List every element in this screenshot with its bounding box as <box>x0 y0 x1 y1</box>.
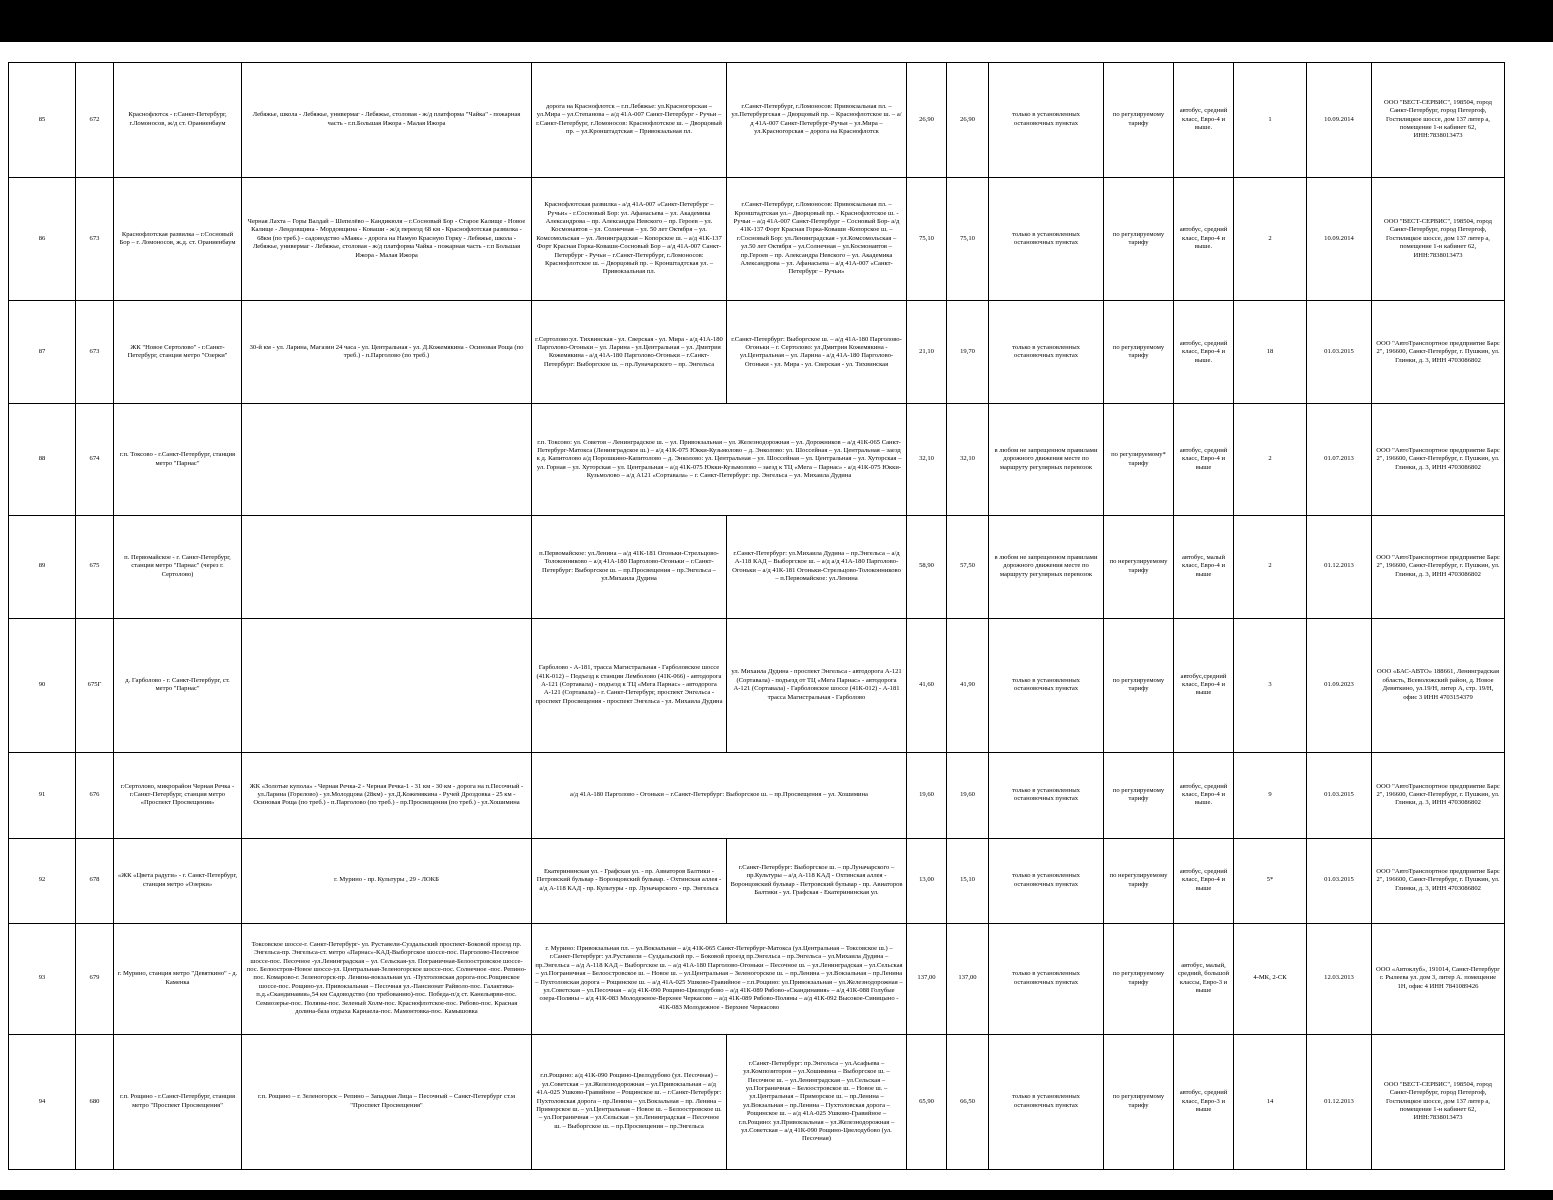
length-forward-cell: 58,90 <box>907 515 947 618</box>
row-number-cell: 94 <box>9 1034 76 1169</box>
route-number-cell: 672 <box>76 63 114 178</box>
vehicle-class-cell: автобус, средний класс, Евро-4 и выше <box>1174 404 1234 515</box>
vehicle-class-cell: автобус, малый, средний, большой классы, Евро-3 и выше <box>1174 923 1234 1034</box>
start-date-cell: 01.07.2013 <box>1307 404 1372 515</box>
path-forward-cell: Краснофлотская развилка - а/д 41А-007 «Санкт-Петербург – Ручьи» - г.Сосновый Бор: ул. Афанасьева – ул. Академика Александрова – пр. Александра Невского – пр. Героев – ул. Космонавтов – ул. Солнечная – ул. 50 лет Октября – ул. Комсомольская – ул. Ленинградская – Копорское ш. – а/д 41К-137 Форт Красная Горка-Коваши-Сосновый Бор – а/д 41А-007 Санкт-Петербург - Ручьи – г.Санкт-Петербург, г.Ломоносов: Краснофлотское ш. – Дворцовый пр. – Кронштадтская ул. – Привокзальная пл. <box>532 177 727 301</box>
route-name-cell: «ЖК «Цвета радуги» - г. Санкт-Петербург, станция метро «Озерки» <box>114 838 242 923</box>
length-forward-cell: 137,00 <box>907 923 947 1034</box>
start-date-cell: 01.03.2015 <box>1307 838 1372 923</box>
vehicle-count-cell: 1 <box>1234 63 1307 178</box>
length-forward-cell: 21,10 <box>907 301 947 404</box>
stop-mode-cell: только в установленных остановочных пунктах <box>989 1034 1104 1169</box>
vehicle-class-cell: автобус, малый класс, Евро-4 и выше <box>1174 515 1234 618</box>
carrier-cell: ООО "АвтоТранспортное предприятие Барс 2", 196600, Санкт-Петербург, г. Пушкин, ул. Глинки, д. 3, ИНН 4703086802 <box>1372 838 1505 923</box>
carrier-cell: ООО "АвтоТранспортное предприятие Барс 2", 196600, Санкт-Петербург, г. Пушкин, ул. Глинки, д. 3, ИНН 4703086802 <box>1372 301 1505 404</box>
route-name-cell: Краснофлотск - г.Санкт-Петербург, г.Ломоносов, ж/д ст. Ораниенбаум <box>114 63 242 178</box>
table-row <box>9 752 1505 838</box>
stops-cell: Лебяжье, школа - Лебяжье, универмаг - Лебяжье, столовая - ж/д платформа "Чайка" - пожарная часть - г.п.Большая Ижора - Малая Ижора <box>242 63 532 178</box>
path-backward-cell: г.Санкт-Петербург, г.Ломоносов: Привокзальная пл. – Кронштадтская ул.– Дворцовый пр. - Краснофлотское ш. - Ручьи – а/д 41А-007 Санкт-Петербург – Сосновый Бор- а/д 41К-137 Форт Красная Горка-Коваши -Копорское ш. – г.Сосновый Бор: ул.Ленинградская - ул.Комсомольская – ул.50 лет Октября – ул.Солнечная – ул.Космонавтов – пр.Героев – пр. Александра Невского – ул. Академика Александрова – ул. Афанасьева – а/д 41А-007 «Санкт-Петербург – Ручьи» <box>727 177 907 301</box>
row-number-cell: 90 <box>9 618 76 752</box>
route-registry-table <box>8 62 1505 1170</box>
table-row <box>9 1034 1505 1169</box>
path-backward-cell: г.Санкт-Петербург: Выборгское ш. – пр.Луначарского – пр.Культуры – а/д А-118 КАД - Охтинская аллея - Воронцовский бульвар - Петровский бульвар - пр. Авиаторов Балтики - ул. Графская - Екатерининская ул. <box>727 838 907 923</box>
route-name-cell: г.Сертолово, микрорайон Черная Речка - г.Санкт-Петербург, станция метро «Проспект Просвещения» <box>114 752 242 838</box>
row-number-cell: 91 <box>9 752 76 838</box>
table-row <box>9 301 1505 404</box>
stops-cell <box>242 515 532 618</box>
vehicle-count-cell: 3 <box>1234 618 1307 752</box>
stops-cell: 30-й км - ул. Ларина, Магазин 24 часа - ул. Центральная - ул. Д.Кожемякина - Осиновая Роща (по треб.) - п.Парголово (по треб.) <box>242 301 532 404</box>
row-number-cell: 86 <box>9 177 76 301</box>
stop-mode-cell: в любом не запрещенном правилами дорожного движения месте по маршруту регулярных перевозок <box>989 404 1104 515</box>
tariff-cell: по регулируемому тарифу <box>1104 301 1174 404</box>
row-number-cell: 88 <box>9 404 76 515</box>
length-backward-cell: 26,90 <box>947 63 989 178</box>
length-forward-cell: 13,00 <box>907 838 947 923</box>
path-backward-cell: г.Санкт-Петербург, г.Ломоносов: Привокзальная пл. – ул.Петербургская – Дворцовый пр. – Краснофлотское ш. – а/д 41А-007 Санкт-Петербург-Ручьи – ул.Мира – ул.Красногорская – дорога на Краснофлотск <box>727 63 907 178</box>
stop-mode-cell: только в установленных остановочных пунктах <box>989 177 1104 301</box>
scan-top-border <box>0 0 1553 42</box>
length-backward-cell: 57,50 <box>947 515 989 618</box>
tariff-cell: по регулируемому тарифу <box>1104 618 1174 752</box>
route-number-cell: 673 <box>76 301 114 404</box>
stops-cell: г.п. Рощино – г. Зеленогорск – Репино – Западная Лица – Песочный – Санкт-Петербург ст.м "Проспект Просвещения" <box>242 1034 532 1169</box>
tariff-cell: по нерегулируемому тарифу <box>1104 838 1174 923</box>
route-number-cell: 673 <box>76 177 114 301</box>
table-row <box>9 404 1505 515</box>
route-number-cell: 675Г <box>76 618 114 752</box>
vehicle-class-cell: автобус, средний класс, Евро-4 и выше. <box>1174 752 1234 838</box>
carrier-cell: ООО "АвтоТранспортное предприятие Барс 2", 196600, Санкт-Петербург, г. Пушкин, ул. Глинки, д. 3, ИНН 4703086802 <box>1372 515 1505 618</box>
stop-mode-cell: только в установленных остановочных пунктах <box>989 752 1104 838</box>
path-backward-cell: г.Санкт-Петербург: ул.Михаила Дудина – пр.Энгельса – а/д А-118 КАД – Выборгское ш. – а/д а/д 41А-180 Парголово-Огоньки – а/д 41К-181 Огоньки-Стрельцово-Толоконниково – п.Первомайское: ул.Ленина <box>727 515 907 618</box>
path-forward-cell: п.Первомайское: ул.Ленина – а/д 41К-181 Огоньки-Стрельцово-Толоконниково – а/д 41А-180 Парголово-Огоньки – г.Санкт-Петербург: Выборгское ш. – пр.Просвещения – пр.Энгельса – ул.Михаила Дудина <box>532 515 727 618</box>
vehicle-count-cell: 18 <box>1234 301 1307 404</box>
vehicle-class-cell: автобус, средний класс, Евро-4 и выше. <box>1174 301 1234 404</box>
tariff-cell: по регулируемому тарифу <box>1104 923 1174 1034</box>
route-name-cell: ЖК "Новое Сертолово" - г.Санкт-Петербург, станция метро "Озерки" <box>114 301 242 404</box>
stops-cell <box>242 404 532 515</box>
table-row <box>9 618 1505 752</box>
table-row <box>9 63 1505 178</box>
table-row <box>9 177 1505 301</box>
length-backward-cell: 66,50 <box>947 1034 989 1169</box>
tariff-cell: по регулируемому тарифу <box>1104 1034 1174 1169</box>
length-forward-cell: 65,90 <box>907 1034 947 1169</box>
vehicle-count-cell: 2 <box>1234 515 1307 618</box>
vehicle-count-cell: 14 <box>1234 1034 1307 1169</box>
vehicle-count-cell: 9 <box>1234 752 1307 838</box>
path-forward-cell: Екатерининская ул. - Графская ул. - пр. Авиаторов Балтики - Петровский бульвар - Воронцовский бульвар. - Охтинская аллея - а/д А-118 КАД - пр. Культуры - пр. Луначарского - пр. Энгельса <box>532 838 727 923</box>
vehicle-class-cell: автобус, средний класс, Евро-4 и выше <box>1174 838 1234 923</box>
vehicle-class-cell: автобус, средний класс, Евро-3 и выше <box>1174 1034 1234 1169</box>
stop-mode-cell: только в установленных остановочных пунктах <box>989 63 1104 178</box>
tariff-cell: по регулируемому тарифу <box>1104 752 1174 838</box>
length-backward-cell: 41,90 <box>947 618 989 752</box>
length-backward-cell: 137,00 <box>947 923 989 1034</box>
stop-mode-cell: только в установленных остановочных пунктах <box>989 838 1104 923</box>
carrier-cell: ООО "ВЕСТ-СЕРВИС", 198504, город Санкт-Петербург, город Петергоф, Гостилицкое шоссе, дом 137 литер а, помещение 1-н кабинет 62, ИНН:7838013473 <box>1372 177 1505 301</box>
start-date-cell: 12.03.2013 <box>1307 923 1372 1034</box>
carrier-cell: ООО «Автоклуб», 191014, Санкт-Петербург г. Рылеева ул. дом 3, литер А. помещение 1Н, офис 4 ИНН 7841089426 <box>1372 923 1505 1034</box>
stop-mode-cell: только в установленных остановочных пунктах <box>989 923 1104 1034</box>
length-forward-cell: 75,10 <box>907 177 947 301</box>
route-number-cell: 676 <box>76 752 114 838</box>
table-body <box>9 63 1505 1170</box>
carrier-cell: ООО "ВЕСТ-СЕРВИС", 198504, город Санкт-Петербург, город Петергоф, Гостилицкое шоссе, дом 137 литер а, помещение 1-н кабинет 62, ИНН:7838013473 <box>1372 1034 1505 1169</box>
length-backward-cell: 75,10 <box>947 177 989 301</box>
vehicle-class-cell: автобус, средний класс, Евро-4 и выше. <box>1174 177 1234 301</box>
length-backward-cell: 32,10 <box>947 404 989 515</box>
table-row <box>9 923 1505 1034</box>
stops-cell: Токсовское шоссе-г. Санкт-Петербург- ул. Руставели-Суздальский проспект-Боковой проезд пр. Энгельса-пр. Энгельса-ст. метро «Парнас»-КАД-Выборгское шоссе-пос. Парголово-Песочное шоссе-пос. Песочное -ул.Ленинградская – ул. Сельская-ул. Пограничная-Белоостровское шоссе-пос. Белоостров-Новое шоссе-ул. Центральная-Зеленогорское шоссе-пос. Солнечное -пос. Репино-пос. Комарово-г. Зеленогорск-пр. Ленина-вокзальная ул. -Пухтоловская дорога-пос.Рощинское шоссе-пос. Рощино-ул. Привокзальная – Песочная ул.-Пансионат Райволо-пос. Галактика-п.д.«Скандинавия»,54 км Садоводство (по требованию)-пос. Победа-п/д ст. Канельярви-пос. Семиозерье-пос. Поляны-пос. Зеленый Холм-пос. Краснофлотское-пос. Рябово-пос. Красная долина-база отдыха Карнаела-пос. Мамонтовка-пос. Камышовка <box>242 923 532 1034</box>
route-number-cell: 675 <box>76 515 114 618</box>
length-backward-cell: 19,70 <box>947 301 989 404</box>
start-date-cell: 01.03.2015 <box>1307 752 1372 838</box>
row-number-cell: 93 <box>9 923 76 1034</box>
route-number-cell: 678 <box>76 838 114 923</box>
start-date-cell: 01.03.2015 <box>1307 301 1372 404</box>
route-name-cell: г. Мурино, станция метро "Девяткино" - д. Каменка <box>114 923 242 1034</box>
vehicle-count-cell: 5* <box>1234 838 1307 923</box>
stops-cell <box>242 618 532 752</box>
stops-cell: Черная Лахта – Горы Валдай – Шепелёво – Кандикюля – г.Сосновый Бор - Старое Калище - Новое Калище - Лендовщина - Мордовщина - Коваши - ж/д переезд 68 км - Краснофлотская развилка - 68км (по треб.) - садоводство «Маяк» - дорога на Намую Красную Горку - Лебяжье, школа - Лебяжье, универмаг - Лебяжье, столовая - ж/д платформа Чайка - пожарная часть - г.п Большая Ижора - Малая Ижора <box>242 177 532 301</box>
path-forward-cell: г.п. Токсово: ул. Советов – Ленинградское ш. – ул. Привокзальная – ул. Железнодорожная – ул. Дорожников – а/д 41К-065 Санкт-Петербург-Матокса (Ленинградское ш.) – а/д 41К-075 Юкки-Кузьмолово – д. Энколово: ул. Шоссейная – ул. Центральная – заезд к д. Капитолово а/д Порошкино-Капитолово – д. Энколово: ул. Центральная – ул. Шоссейная – ул. Центральная – ул. Хуторская – ул. Горная – ул. Хуторская – ул. Центральная – а/д 41К-075 Юкки-Кузьмолово – заезд к ТЦ «Мега – Парнас» - а/д 41К-075 Юкки-Кузьмолово – а/д А121 «Сортавала» – г. Санкт-Петербург: пр. Энгельса – ул. Михаила Дудина <box>532 404 907 515</box>
length-forward-cell: 32,10 <box>907 404 947 515</box>
stop-mode-cell: в любом не запрещенном правилами дорожного движения месте по маршруту регулярных перевозок <box>989 515 1104 618</box>
row-number-cell: 92 <box>9 838 76 923</box>
stops-cell: г. Мурино - пр. Культуры , 29 - ЛОКБ <box>242 838 532 923</box>
path-backward-cell: ул. Михаила Дудина - проспект Энгельса - автодорога А-121 (Сортавала) - подъезд от ТЦ «Мега Парнас» - автодорога А-121 (Сортавала) - Гарболовское шоссе (41К-012) - А-181 трасса Магистральная - Гарболово <box>727 618 907 752</box>
table-row <box>9 515 1505 618</box>
start-date-cell: 01.12.2013 <box>1307 515 1372 618</box>
start-date-cell: 01.12.2013 <box>1307 1034 1372 1169</box>
route-name-cell: г.п. Токсово - г.Санкт-Петербург, станция метро "Парнас" <box>114 404 242 515</box>
tariff-cell: по регулируемому* тарифу <box>1104 404 1174 515</box>
stop-mode-cell: только в установленных остановочных пунктах <box>989 618 1104 752</box>
vehicle-class-cell: автобус, средний класс, Евро-4 и выше. <box>1174 63 1234 178</box>
route-name-cell: Краснофлотская развилка – г.Сосновый Бор – г. Ломоносов, ж.д. ст. Ораниенбаум <box>114 177 242 301</box>
route-name-cell: п. Первомайское - г. Санкт-Петербург, станция метро "Парнас" (через г. Сертолово) <box>114 515 242 618</box>
table-row <box>9 838 1505 923</box>
vehicle-count-cell: 4-МК, 2-СК <box>1234 923 1307 1034</box>
route-number-cell: 674 <box>76 404 114 515</box>
path-forward-cell: г.п.Рощино: а/д 41К-090 Рощино-Цвелодубово (ул. Песочная) – ул.Советская – ул.Железнодорожная – ул.Привокзальная – а/д 41А-025 Ушково-Гравийное – Рощинское ш. – г.Санкт-Петербург: Пухтоловская дорога – пр.Ленина – ул.Вокзальная – пр. Ленина – Приморское ш. – ул.Центральная – Новое ш. – Белоостровское ш. – ул.Пограничная – ул.Сельская – ул.Ленинградская – Песочное ш. – Выборгское ш. – пр.Просвещения – пр.Энгельса <box>532 1034 727 1169</box>
stop-mode-cell: только в установленных остановочных пунктах <box>989 301 1104 404</box>
length-forward-cell: 26,90 <box>907 63 947 178</box>
path-forward-cell: Гарболово - А-181, трасса Магистральная - Гарболовское шоссе (41К-012) – Подъезд к станции Лемболово (41К-066) - автодорога А-121 (Сортавала) - подъезд к ТЦ «Мега Парнас» - автодорога А-121 (Сортавала) - г. Санкт-Петербург, проспект Энгельса - проспект Просвещения - проспект Энгельса - ул. Михаила Дудина <box>532 618 727 752</box>
start-date-cell: 01.09.2023 <box>1307 618 1372 752</box>
path-forward-cell: дорога на Краснофлотск – г.п.Лебяжье: ул.Красногорская – ул.Мира – ул.Степанова – а/д 41А-007 Санкт-Петербург - Ручьи – г.Санкт-Петербург, г.Ломоносов: Краснофлотское ш. – Дворцовый пр. – ул.Кронштадтская – Привокзальная пл. <box>532 63 727 178</box>
route-name-cell: д. Гарболово - г. Санкт-Петербург, ст. метро "Парнас" <box>114 618 242 752</box>
vehicle-count-cell: 2 <box>1234 404 1307 515</box>
length-forward-cell: 41,60 <box>907 618 947 752</box>
length-backward-cell: 19,60 <box>947 752 989 838</box>
route-name-cell: г.п. Рощино - г.Санкт-Петербург, станция метро "Проспект Просвещения" <box>114 1034 242 1169</box>
path-forward-cell: а/д 41А-180 Парголово - Огоньки – г.Санкт-Петербург: Выборгское ш. – пр.Просвещения – ул. Хошимина <box>532 752 907 838</box>
start-date-cell: 10.09.2014 <box>1307 63 1372 178</box>
route-number-cell: 679 <box>76 923 114 1034</box>
carrier-cell: ООО "АвтоТранспортное предприятие Барс 2", 196600, Санкт-Петербург, г. Пушкин, ул. Глинки, д. 3, ИНН 4703086802 <box>1372 404 1505 515</box>
route-number-cell: 680 <box>76 1034 114 1169</box>
row-number-cell: 87 <box>9 301 76 404</box>
row-number-cell: 89 <box>9 515 76 618</box>
path-backward-cell: г.Санкт-Петербург: пр.Энгельса – ул.Асафьева – ул.Композиторов – ул.Хошимина – Выборгское ш. – Песочное ш. – ул.Ленинградская – ул.Сельская – ул.Пограничная – Белоостровское ш. – Новое ш. – ул.Центральная – Приморское ш. – пр.Ленина – ул.Вокзальная – пр.Ленина – Пухтоловская дорога – Рощинское ш. – а/д 41А-025 Ушково-Гравийное – г.п.Рощино: ул.Привокзальная – ул.Железнодорожная – ул.Советская – а/д 41К-090 Рощино-Цвелодубово (ул. Песочная) <box>727 1034 907 1169</box>
path-forward-cell: г.Сертолово:ул. Тихвинская - ул. Сверская - ул. Мира - а/д 41А-180 Парголово-Огоньки – ул. Ларина - ул.Центральная – ул. Дмитрия Кожемякина - а/д 41А-180 Парголово-Огоньки – г.Санкт-Петербург: Выборгское ш. – пр.Луначарского – пр. Энгельса <box>532 301 727 404</box>
length-backward-cell: 15,10 <box>947 838 989 923</box>
carrier-cell: ООО "АвтоТранспортное предприятие Барс 2", 196600, Санкт-Петербург, г. Пушкин, ул. Глинки, д. 3, ИНН 4703086802 <box>1372 752 1505 838</box>
stops-cell: ЖК «Золотые купола» - Черная Речка-2 - Черная Речка-1 - 31 км - 30 км - дорога на п.Песочный - ул.Ларина (Горелово) - ул.Молодцова (28км) - ул.Д.Кожемякина - Ручей Дроздовка - 25 км - Осиновая Роща (по треб.) - п.Парголово (по треб.) - пр.Просвещения (по треб.) - ул.Хошимина <box>242 752 532 838</box>
carrier-cell: ООО «БАС-АВТО» 188661, Ленинградская область, Всеволожский район, д. Новое Девяткино, ул.19/Н, литер А, стр. 19/Н, офис 3 ИНН 4703154379 <box>1372 618 1505 752</box>
start-date-cell: 10.09.2014 <box>1307 177 1372 301</box>
row-number-cell: 85 <box>9 63 76 178</box>
path-forward-cell: г. Мурино: Привокзальная пл. – ул.Вокзальная – а/д 41К-065 Санкт-Петербург-Матокса (ул.Центральная – Токсовское ш.) – г.Санкт-Петербург: ул.Руставели – Суздальский пр. – Боковой проезд пр.Энгельса – пр.Энгельса – ул.Михаила Дудина – пр.Энгельса – а/д А-118 КАД – Выборгское ш. – а/д 41А-180 Парголово-Огоньки – Песочное ш. – ул.Ленинградская – ул.Сельская – ул.Пограничная – Белоостровское ш. – Новое ш. – ул.Центральная – Зеленогорское ш. – пр.Ленина – ул.Вокзальная – пр.Ленина – Пухтоловская дорога – Рощинское ш. – а/д 41А-025 Ушково-Гравийное – г.п.Рощино: ул.Привокзальная – ул.Железнодорожная – ул.Советская – ул.Песочная – а/д 41К-090 Рощино-Цвелодубово – а/д 41К-089 Рябово-«Скандинавия» – а/д 41К-088 Голубые озера-Поляны – а/д 41К-083 Молодежное-Верхнее Черкасово – а/д 41К-089 Рябово-Поляны – а/д 41К-092 Высокое-Синицыно - 41К-083 Молодежное - Верхнее Черкасово <box>532 923 907 1034</box>
tariff-cell: по регулируемому тарифу <box>1104 177 1174 301</box>
tariff-cell: по нерегулируемому тарифу <box>1104 515 1174 618</box>
carrier-cell: ООО "ВЕСТ-СЕРВИС", 198504, город Санкт-Петербург, город Петергоф, Гостилицкое шоссе, дом 137 литер а, помещение 1-н кабинет 62, ИНН:7838013473 <box>1372 63 1505 178</box>
tariff-cell: по регулируемому тарифу <box>1104 63 1174 178</box>
vehicle-count-cell: 2 <box>1234 177 1307 301</box>
vehicle-class-cell: автобус,средний класс, Евро-4 и выше <box>1174 618 1234 752</box>
length-forward-cell: 19,60 <box>907 752 947 838</box>
path-backward-cell: г.Санкт-Петербург: Выборгское ш. – а/д 41А-180 Парголово-Огоньки – г. Сертолово: ул.Дмитрия Кожемякина - ул.Центральная – ул. Ларина - а/д 41А-180 Парголово-Огоньки - ул. Мира - ул. Сверская - ул. Тихвинская <box>727 301 907 404</box>
scan-bottom-border <box>0 1190 1553 1200</box>
